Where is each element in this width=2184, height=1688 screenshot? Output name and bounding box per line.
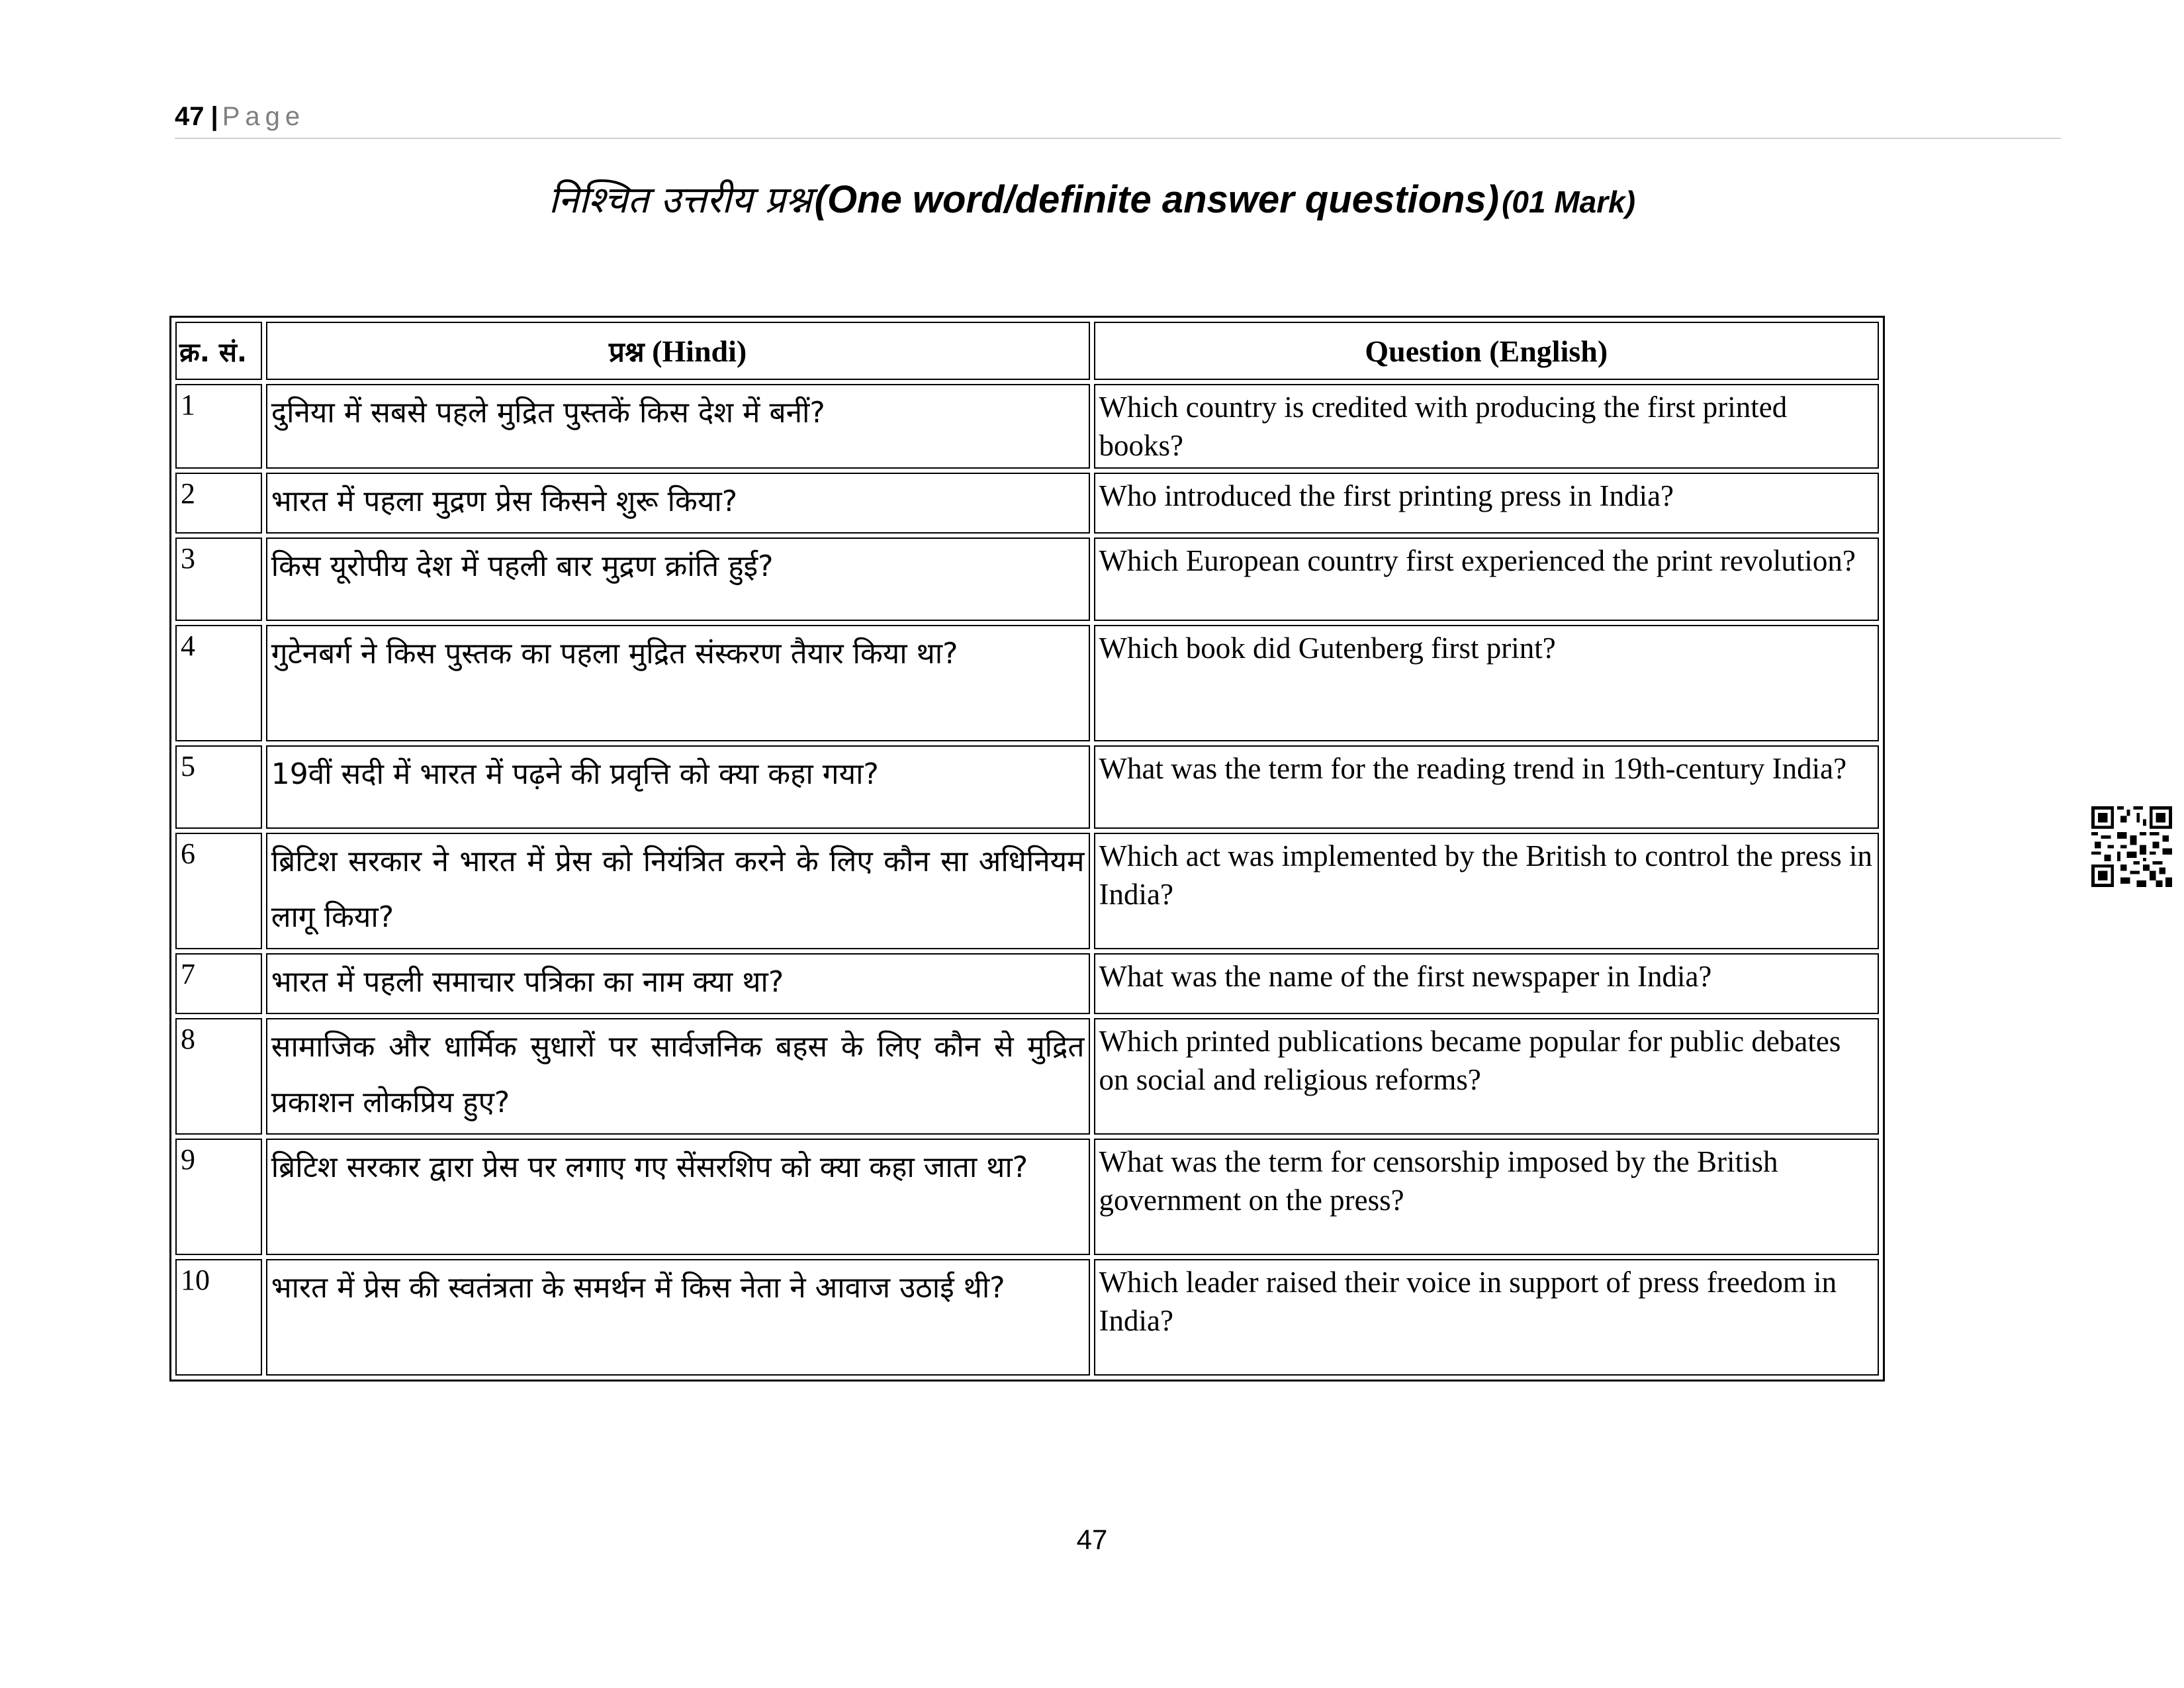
row-question-english: Who introduced the first printing press in India? <box>1094 473 1880 534</box>
row-question-hindi: भारत में पहली समाचार पत्रिका का नाम क्या था? <box>266 953 1090 1014</box>
footer-page-number: 47 <box>1076 1524 1108 1555</box>
page-header <box>175 98 2061 139</box>
row-question-hindi: 19वीं सदी में भारत में पढ़ने की प्रवृत्ति को क्या कहा गया? <box>266 745 1090 829</box>
table-row <box>175 833 1879 949</box>
table-row <box>175 625 1879 741</box>
row-question-hindi: ब्रिटिश सरकार ने भारत में प्रेस को नियंत्रित करने के लिए कौन सा अधिनियम लागू किया? <box>266 833 1090 949</box>
row-question-english: Which book did Gutenberg first print? <box>1094 625 1880 741</box>
table-row <box>175 745 1879 829</box>
row-question-english: What was the term for the reading trend in 19th-century India? <box>1094 745 1880 829</box>
header-separator: | <box>210 102 218 131</box>
row-question-english: Which European country first experienced the print revolution? <box>1094 538 1880 621</box>
row-question-english: What was the term for censorship imposed by the British government on the press? <box>1094 1139 1880 1255</box>
row-question-hindi: भारत में प्रेस की स्वतंत्रता के समर्थन में किस नेता ने आवाज उठाई थी? <box>266 1259 1090 1376</box>
row-number: 9 <box>175 1139 262 1255</box>
row-number: 5 <box>175 745 262 829</box>
table-header-row <box>175 322 1879 380</box>
title-marks: (01 Mark) <box>1502 185 1636 219</box>
header-page-label: Page <box>222 102 306 131</box>
row-question-english: Which printed publications became popular for public debates on social and religious reforms? <box>1094 1018 1880 1135</box>
row-question-hindi: भारत में पहला मुद्रण प्रेस किसने शुरू किया? <box>266 473 1090 534</box>
table-row <box>175 538 1879 621</box>
table-row <box>175 1018 1879 1135</box>
row-question-english: Which country is credited with producing the first printed books? <box>1094 384 1880 469</box>
header-page-number: 47 <box>175 102 205 131</box>
header-question-hindi <box>266 322 1090 380</box>
row-question-hindi: सामाजिक और धार्मिक सुधारों पर सार्वजनिक बहस के लिए कौन से मुद्रित प्रकाशन लोकप्रिय हुए? <box>266 1018 1090 1135</box>
row-number: 7 <box>175 953 262 1014</box>
row-number: 4 <box>175 625 262 741</box>
table-row <box>175 953 1879 1014</box>
row-question-english: Which leader raised their voice in support of press freedom in India? <box>1094 1259 1880 1376</box>
row-number: 8 <box>175 1018 262 1135</box>
table-row <box>175 473 1879 534</box>
row-question-hindi: गुटेनबर्ग ने किस पुस्तक का पहला मुद्रित संस्करण तैयार किया था? <box>266 625 1090 741</box>
title-hindi: निश्चित उत्तरीय प्रश्न <box>548 179 812 222</box>
row-question-hindi: दुनिया में सबसे पहले मुद्रित पुस्तकें किस देश में बनीं? <box>266 384 1090 469</box>
row-number: 6 <box>175 833 262 949</box>
row-number: 1 <box>175 384 262 469</box>
table-row <box>175 1139 1879 1255</box>
row-question-english: Which act was implemented by the British to control the press in India? <box>1094 833 1880 949</box>
section-title <box>0 173 2184 224</box>
row-question-english: What was the name of the first newspaper in India? <box>1094 953 1880 1014</box>
row-number: 10 <box>175 1259 262 1376</box>
row-question-hindi: ब्रिटिश सरकार द्वारा प्रेस पर लगाए गए सेंसरशिप को क्या कहा जाता था? <box>266 1139 1090 1255</box>
header-serial-number: क्र. सं. <box>175 322 262 380</box>
title-english: (One word/definite answer questions) <box>814 178 1500 221</box>
row-number: 2 <box>175 473 262 534</box>
qr-code-icon <box>2091 806 2172 887</box>
table-row <box>175 384 1879 469</box>
row-question-hindi: किस यूरोपीय देश में पहली बार मुद्रण क्रांति हुई? <box>266 538 1090 621</box>
table-row <box>175 1259 1879 1376</box>
header-hindi-word: प्रश्न <box>608 335 645 368</box>
header-hindi-tag: (Hindi) <box>652 334 747 368</box>
row-number: 3 <box>175 538 262 621</box>
questions-table <box>169 316 1885 1382</box>
header-question-english: Question (English) <box>1094 322 1880 380</box>
